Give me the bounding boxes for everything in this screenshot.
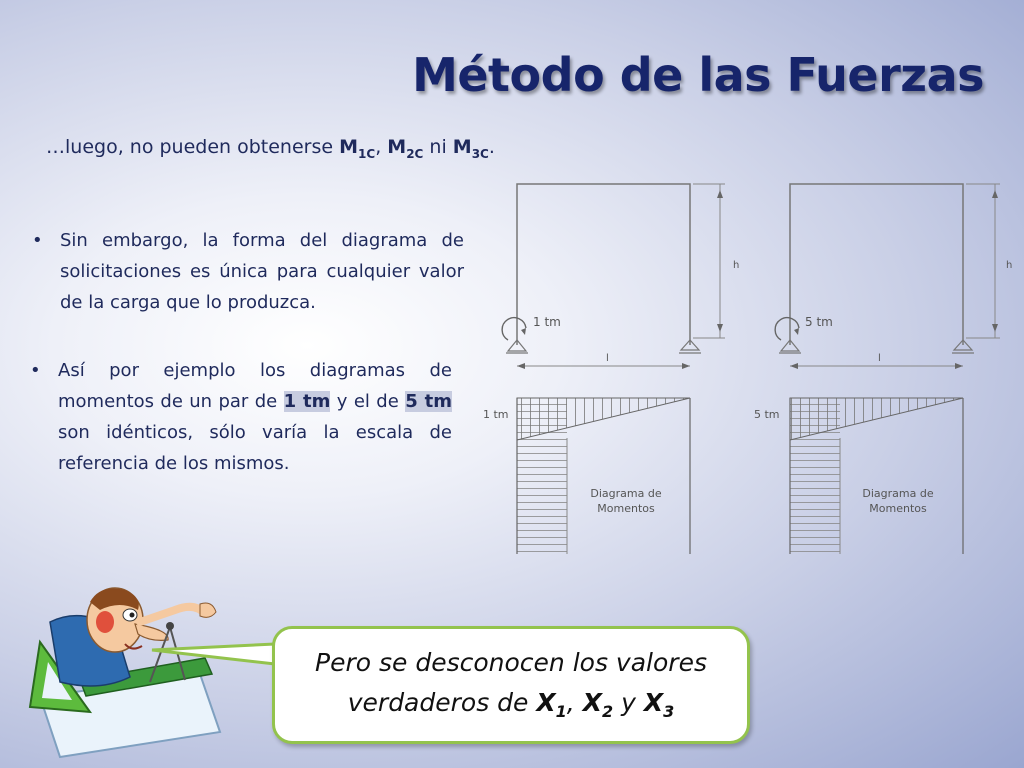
height-label: h: [733, 260, 740, 271]
bullet-shape-unique: [32, 225, 464, 318]
m3c-label: $M_{3C}$: [452, 136, 489, 161]
bullet-marker: •: [32, 230, 43, 251]
moment-diagram-right: [754, 398, 963, 554]
caption-line2: Momentos: [869, 502, 927, 515]
bullet-text: Sin embargo, la forma del diagrama de solicitaciones es única para cualquier valor de la carga que lo produzca.: [60, 230, 464, 313]
intro-text: …luego, no pueden obtenerse $M_{1C}$, $M_{2C}$ ni $M_{3C}$.: [46, 136, 495, 161]
frame-left: [502, 184, 739, 369]
bubble-line2: verdaderos de $X_1$, $X_2$ y $X_3$: [347, 688, 675, 721]
moment-label: 1 tm: [533, 315, 561, 329]
m1c-label: $M_{1C}$: [339, 136, 376, 161]
caption-line1: Diagrama de: [590, 487, 662, 500]
moment-label: 5 tm: [805, 315, 833, 329]
scale-label: 5 tm: [754, 408, 780, 421]
bubble-tail: [150, 636, 280, 676]
scale-label: 1 tm: [483, 408, 509, 421]
height-label: h: [1006, 260, 1013, 271]
caption-line2: Momentos: [597, 502, 655, 515]
x1-label: $X_1$: [536, 688, 567, 721]
caption-line1: Diagrama de: [862, 487, 934, 500]
slide-title: Método de las Fuerzas: [412, 48, 984, 102]
span-label: l: [878, 353, 881, 364]
x3-label: $X_3$: [643, 688, 675, 721]
moment-diagram-left: [483, 398, 690, 554]
bullet-example: • Así por ejemplo los diagramas de momentos de un par de 1 tm y el de 5 tm son idénticos, sólo varía la escala de referencia de los mismos.: [58, 355, 452, 479]
m2c-label: $M_{2C}$: [387, 136, 424, 161]
bullet-marker: •: [30, 360, 41, 381]
x2-label: $X_2$: [582, 688, 614, 721]
span-label: l: [606, 353, 609, 364]
highlight-5tm: 5 tm: [405, 391, 452, 412]
intro-prefix: …luego, no pueden obtenerse: [46, 136, 340, 158]
bubble-line1: Pero se desconocen los valores: [315, 648, 707, 677]
highlight-1tm: 1 tm: [283, 391, 331, 412]
frame-right: [775, 184, 1012, 369]
frame-diagrams: [483, 170, 1020, 560]
speech-bubble: [272, 626, 750, 744]
